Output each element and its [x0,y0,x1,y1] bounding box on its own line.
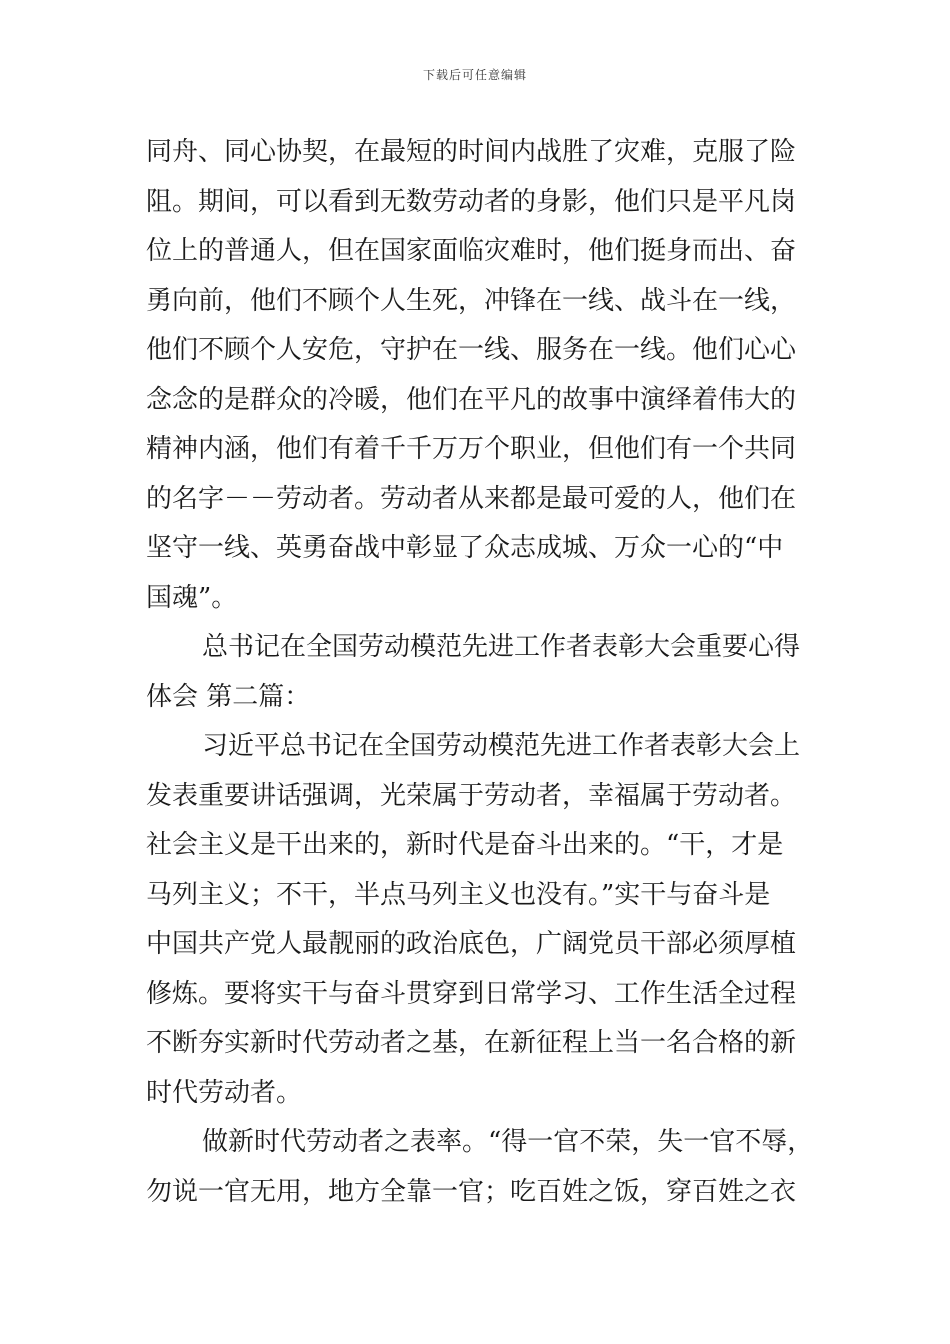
text-line: 体会 第二篇： [146,681,311,712]
text-line: 中国共产党人最靓丽的政治底色，广阔党员干部必须厚植 [146,929,797,959]
text-line: 位上的普通人，但在国家面临灾难时，他们挺身而出、奋 [146,236,797,266]
document-body [146,128,814,1217]
text-line: 发表重要讲话强调，光荣属于劳动者，幸福属于劳动者。 [146,780,797,811]
text-line: 阻。期间，可以看到无数劳动者的身影，他们只是平凡岗 [146,186,797,217]
text-line: 坚守一线、英勇奋战中彰显了众志成城、万众一心的“中 [146,533,784,563]
text-line: 的名字－－劳动者。劳动者从来都是最可爱的人，他们在 [146,483,797,514]
text-line: 同舟、同心协契，在最短的时间内战胜了灾难，克服了险 [146,137,797,167]
page-header: 下载后可任意编辑 [422,68,527,82]
text-line: 做新时代劳动者之表率。“得一官不荣，失一官不辱， [202,1127,814,1157]
text-line: 总书记在全国劳动模范先进工作者表彰大会重要心得 [202,632,801,662]
text-line: 社会主义是干出来的，新时代是奋斗出来的。“干，才是 [146,830,784,860]
text-line: 时代劳动者。 [146,1077,303,1108]
text-line: 马列主义；不干，半点马列主义也没有。”实干与奋斗是 [146,879,771,910]
text-line: 修炼。要将实干与奋斗贯穿到日常学习、工作生活全过程 [146,978,797,1009]
text-line: 勇向前，他们不顾个人生死，冲锋在一线、战斗在一线， [146,285,797,316]
text-line: 国魂”。 [146,582,238,613]
text-line: 习近平总书记在全国劳动模范先进工作者表彰大会上 [202,731,801,761]
text-line: 念念的是群众的冷暖，他们在平凡的故事中演绎着伟大的 [146,384,797,415]
text-line: 勿说一官无用，地方全靠一官；吃百姓之饭，穿百姓之衣 [146,1176,797,1207]
text-line: 他们不顾个人安危，守护在一线、服务在一线。他们心心 [146,335,797,365]
text-line: 精神内涵，他们有着千千万万个职业，但他们有一个共同 [146,434,797,464]
text-line: 不断夯实新时代劳动者之基，在新征程上当一名合格的新 [146,1028,797,1058]
